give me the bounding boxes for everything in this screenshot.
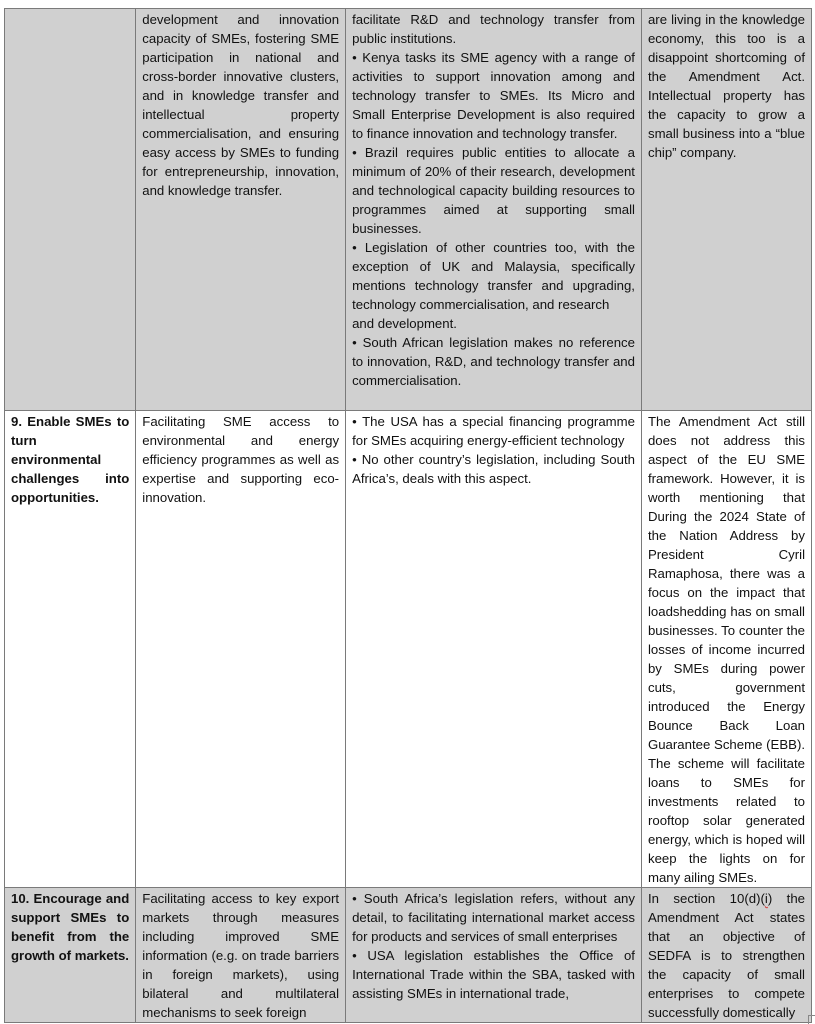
- comparison-item: • The USA has a special financing programme for SMEs acquiring energy-efficient technology: [352, 414, 635, 448]
- assessment-text-suffix: ) the Amendment Act states that an objective of SEDFA is to strengthen the capacity of small enterprises to compete successfully domestically: [647, 891, 806, 1020]
- assessment-text: The Amendment Act still does not address this aspect of the EU SME framework. However, it is worth mentioning that During the 2024 State of the Nation Address by President Cyril Ramaphosa, there was a focus on the impact that loadshedding has on small businesses. To counter the losses of income incurred by SMEs during power cuts, government introduced the Energy Bounce Back Loan Guarantee Scheme (EBB). The scheme will facilitate loans to SMEs for investments related to rooftop solar generated energy, which is hoped will keep the lights on for many ailing SMEs.: [647, 414, 805, 885]
- assessment-text: are living in the knowledge economy, this too is a disappoint shortcoming of the Amendment Act. Intellectual property has the capacity to grow a small business into a “blue chip” company.: [647, 12, 805, 160]
- comparison-item: • South Africa’s legislation refers, without any detail, to facilitating international market access for products and services of small enterprises: [352, 891, 635, 944]
- comparison-item: • Kenya tasks its SME agency with a range of activities to support innovation among and technology transfer to SMEs. Its Micro and Small Enterprise Development is also required to finance innovation and technology transfer.: [352, 50, 635, 141]
- eu-description-text: Facilitating SME access to environmental and energy efficiency programmes as well as expertise and supporting eco-innovation.: [142, 414, 340, 505]
- eu-description-text: development and innovation capacity of SMEs, fostering SME participation in national and cross-border innovative clusters, and in knowledge transfer and intellectual property commercialisation, and ensuring easy access by SMEs to funding for entrepreneurship, innovation, and knowledge transfer.: [142, 12, 340, 198]
- table-row-environment: [5, 411, 812, 888]
- comparison-item: facilitate R&D and technology transfer from public institutions.: [352, 12, 635, 46]
- comparison-item: and development.: [352, 316, 457, 331]
- principle-cell: [5, 411, 136, 888]
- page-corner-marker: [808, 1015, 815, 1024]
- eu-description-cell: [136, 9, 346, 411]
- table-row-innovation: [5, 9, 812, 411]
- assessment-cell: [641, 9, 811, 411]
- principle-text: 10. Encourage and support SMEs to benefit from the growth of markets.: [11, 891, 130, 963]
- assessment-cell: [641, 411, 811, 888]
- eu-description-text: Facilitating access to key export markets through measures including improved SME information (e.g. on trade barriers in foreign markets), using bilateral and multilateral mechanisms to seek foreign: [142, 891, 340, 1020]
- comparison-cell: [346, 9, 642, 411]
- principle-text: 9. Enable SMEs to turn environmental challenges into opportunities.: [11, 414, 130, 505]
- eu-description-cell: [136, 411, 346, 888]
- comparison-cell: [346, 888, 642, 1023]
- comparison-item: • Legislation of other countries too, with the exception of UK and Malaysia, specifically mentions technology transfer and upgrading, technology commercialisation, and research: [352, 240, 635, 312]
- comparison-cell: [346, 411, 642, 888]
- principle-cell: [5, 9, 136, 411]
- comparison-item: • South African legislation makes no reference to innovation, R&D, and technology transfer and commercialisation.: [352, 335, 635, 388]
- spellcheck-flagged-word[interactable]: i: [764, 891, 768, 906]
- comparison-item: • Brazil requires public entities to allocate a minimum of 20% of their research, development and technological capacity building resources to programmes aimed at supporting small businesses.: [352, 145, 635, 236]
- principle-cell: [5, 888, 136, 1023]
- comparison-item: • No other country’s legislation, including South Africa’s, deals with this aspect.: [352, 452, 635, 486]
- table-row-markets: [5, 888, 812, 1023]
- comparison-item: • USA legislation establishes the Office of International Trade within the SBA, tasked with assisting SMEs in international trade,: [352, 948, 635, 1001]
- eu-description-cell: [136, 888, 346, 1023]
- assessment-text-prefix: In section 10(d)(: [647, 891, 765, 906]
- sme-comparison-table: [4, 8, 812, 1023]
- assessment-cell: [641, 888, 811, 1023]
